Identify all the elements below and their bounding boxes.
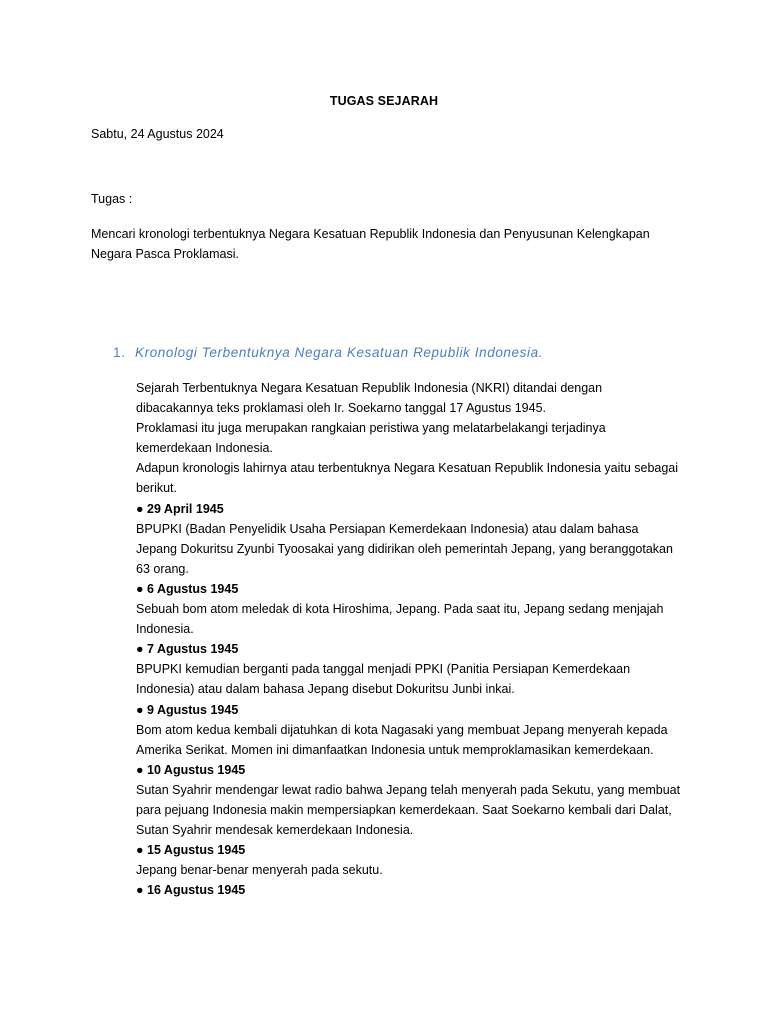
timeline-text: BPUPKI (Badan Penyelidik Usaha Persiapan Kemerdekaan Indonesia) atau dalam bahasa Jepang Dokuritsu Zyunbi Tyoosakai yang didirikan oleh pemerintah Jepang, yang beranggotakan 63 orang. (136, 521, 673, 576)
timeline-text: BPUPKI kemudian berganti pada tanggal menjadi PPKI (Panitia Persiapan Kemerdekaan Indonesia) atau dalam bahasa Jepang disebut Dokuritsu Junbi inkai. (136, 662, 631, 697)
section-number: 1. (113, 345, 126, 360)
timeline-text: Bom atom kedua kembali dijatuhkan di kota Nagasaki yang membuat Jepang menyerah kepada Amerika Serikat. Momen ini dimanfaatkan Indonesia untuk memproklamasikan kemerdekaan. (136, 722, 668, 757)
timeline-date: ● 7 Agustus 1945 (136, 642, 239, 657)
document-date: Sabtu, 24 Agustus 2024 (91, 127, 224, 141)
task-description: Mencari kronologi terbentuknya Negara Kesatuan Republik Indonesia dan Penyusunan Kelengkapan Negara Pasca Proklamasi. (91, 227, 650, 261)
timeline-text: Sutan Syahrir mendengar lewat radio bahwa Jepang telah menyerah pada Sekutu, yang membuat para pejuang Indonesia makin mempersiapkan kemerdekaan. Saat Soekarno kembali dari Dalat, Sutan Syahrir mendesak kemerdekaan Indonesia. (136, 782, 681, 838)
task-label: Tugas : (91, 192, 133, 206)
timeline-date: ● 16 Agustus 1945 (136, 883, 246, 898)
section-heading-text: Kronologi Terbentuknya Negara Kesatuan Republik Indonesia. (135, 345, 544, 360)
timeline-date: ● 6 Agustus 1945 (136, 581, 239, 596)
section-heading (113, 345, 543, 360)
timeline-text: Sebuah bom atom meledak di kota Hiroshima, Jepang. Pada saat itu, Jepang sedang menjajah Indonesia. (136, 602, 664, 637)
section-content (136, 378, 681, 900)
timeline-date: ● 10 Agustus 1945 (136, 762, 246, 777)
timeline-text: Jepang benar-benar menyerah pada sekutu. (136, 863, 383, 878)
timeline-date: ● 15 Agustus 1945 (136, 843, 246, 858)
timeline-date: ● 9 Agustus 1945 (136, 702, 239, 717)
intro-paragraph: Sejarah Terbentuknya Negara Kesatuan Republik Indonesia (NKRI) ditandai dengan dibacakannya teks proklamasi oleh Ir. Soekarno tanggal 17 Agustus 1945. (136, 381, 603, 416)
intro-paragraph: Adapun kronologis lahirnya atau terbentuknya Negara Kesatuan Republik Indonesia yaitu sebagai berikut. (136, 461, 679, 496)
timeline-date: ● 29 April 1945 (136, 501, 224, 516)
intro-paragraph: Proklamasi itu juga merupakan rangkaian peristiwa yang melatarbelakangi terjadinya kemerdekaan Indonesia. (136, 421, 606, 456)
document-title: TUGAS SEJARAH (329, 94, 439, 108)
